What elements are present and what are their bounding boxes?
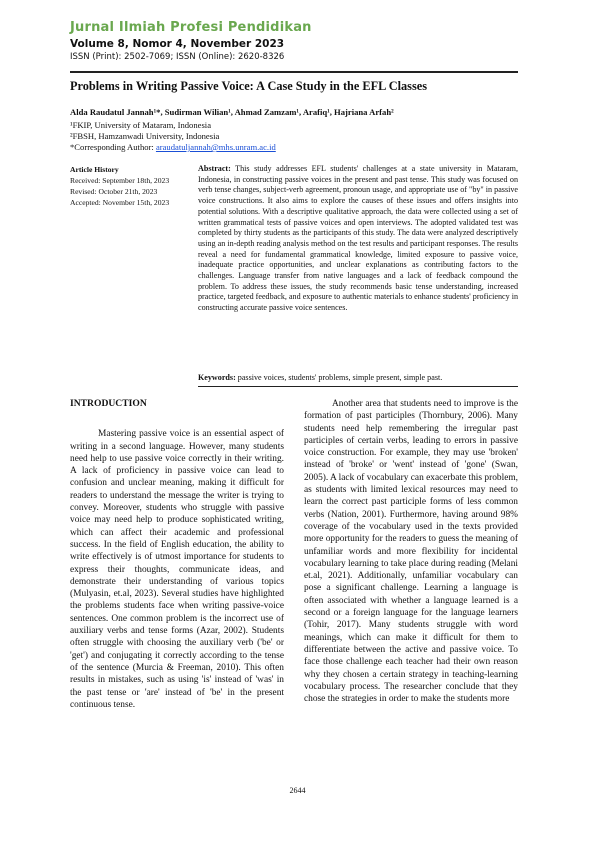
page-number: 2644 — [289, 786, 306, 795]
corresponding-author — [70, 142, 276, 152]
body-column-left — [70, 398, 284, 711]
journal-title: Jurnal Ilmiah Profesi Pendidikan — [70, 20, 312, 35]
abstract-label: Abstract: — [198, 164, 231, 173]
article-history-heading: Article History — [70, 165, 119, 174]
section-heading-introduction: INTRODUCTION — [70, 398, 147, 409]
corresponding-label: *Corresponding Author: — [70, 142, 156, 152]
author-list: Alda Raudatul Jannah¹*, Sudirman Wilian¹, Ahmad Zamzam¹, Arafiq¹, Hajriana Arfah² — [70, 107, 394, 117]
body-column-right — [304, 398, 518, 705]
keywords — [198, 373, 518, 382]
article-history — [70, 164, 195, 208]
affiliation-2: ²FBSH, Hamzanwadi University, Indonesia — [70, 131, 220, 141]
intro-paragraph-2: Another area that students need to improve is the formation of past participles (Thornbury, 2006). Many students need help remembering the irregular past participles of certain verbs, leading to errors in passive voice construction. For example, they may use 'broken' instead of 'broke' or 'went' instead of 'gone' (Swan, 2005). A lack of vocabulary can exacerbate this problem, as students with limited lexical resources may need to learn the correct past participle forms of less common verbs (Nation, 2001). Furthermore, having around 98% coverage of the vocabulary used in the texts provided more opportunity for the readers to guess the meaning of unfamiliar words and more flexibility for incidental vocabulary learning to take place during reading (Melani et.al, 2021). Additionally, unfamiliar vocabulary can pose a significant challenge. Learning a language is often associated with whether a language learned is a second or a foreign language for the language learners (Tohir, 2017). Many students struggle with word meanings, which can make it difficult for them to differentiate between the active and passive voice. To face those challenge each teacher had their own reason why they chosen a certain strategy in teaching-learning vocabulary process. The researcher conclude that they chose the strategies in order to make the students more — [304, 399, 518, 705]
abstract — [198, 164, 518, 314]
corresponding-email-link[interactable]: araudatuljannah@mhs.unram.ac.id — [155, 142, 276, 152]
abstract-text: This study addresses EFL students' challenges at a state university in Mataram, Indonesia, in constructing passive voices in the present and past tense. This study was focused on verb tense changes, subject-verb agreement, pronoun usage, and appropriate use of "by" in passive voice constructions. It also aims to explore the causes of these issues and offers insights into potential solutions. With a descriptive qualitative approach, the data were collected using a set of written grammatical tests of passive voices and open interviews. The adopted validated test was completed by thirty students as the participants of this study. The data were analyzed descriptively using an in-depth reading analysis method on the test results and participant responses. The results reveal a need for fundamental grammatical knowledge, limited exposure to passive voice, inadequate practice opportunities, and unclear explanations as contributing factors to the challenges. Language transfer from native languages and a lack of feedback compound the problem. To address these issues, the study recommends basic tense understanding, increased practice, targeted feedback, and exposure to authentic materials to enhance students' proficiency in constructing accurate passive voice sentences. — [198, 164, 518, 313]
keywords-label: Keywords: — [198, 373, 236, 382]
affiliation-1: ¹FKIP, University of Mataram, Indonesia — [70, 120, 212, 130]
intro-paragraph-1: Mastering passive voice is an essential aspect of writing in a second language. However, many students need help to use passive voice correctly in their writing. A lack of proficiency in passive voice can lead to confusion and unclear meaning, making it difficult for readers to understand the message the writer is trying to convey. Moreover, students who struggle with passive voice may need help to produce sophisticated writing, which can affect their academic and professional success. In the field of English education, the ability to write effectively is of utmost importance for students to express their thoughts, communicate ideas, and demonstrate their understanding of various topics (Mulyasin, et.al, 2023). Several studies have highlighted the problems students face when writing passive-voice sentences. One common problem is the incorrect use of auxiliary verbs and tense forms (Azar, 2002). Students often struggle with choosing the auxiliary verb ('be' or 'get') and conjugating it correctly according to the tense of the sentence (Murcia & Freeman, 2010). This often results in mistakes, such as using 'is' instead of 'was' in the past tense or 'are' instead of 'be' in the present continuous tense. — [70, 429, 284, 710]
keywords-text: passive voices, students' problems, simple present, simple past. — [235, 373, 443, 382]
received-date: Received: September 18th, 2023 — [70, 176, 170, 185]
journal-volume: Volume 8, Nomor 4, November 2023 — [70, 38, 285, 50]
paper-title: Problems in Writing Passive Voice: A Case Study in the EFL Classes — [70, 79, 427, 93]
accepted-date: Accepted: November 15th, 2023 — [70, 198, 170, 207]
keywords-divider — [198, 386, 518, 387]
journal-issn: ISSN (Print): 2502-7069; ISSN (Online): 2620-8326 — [70, 52, 285, 62]
header-divider — [70, 71, 518, 73]
revised-date: Revised: October 21th, 2023 — [70, 187, 158, 196]
